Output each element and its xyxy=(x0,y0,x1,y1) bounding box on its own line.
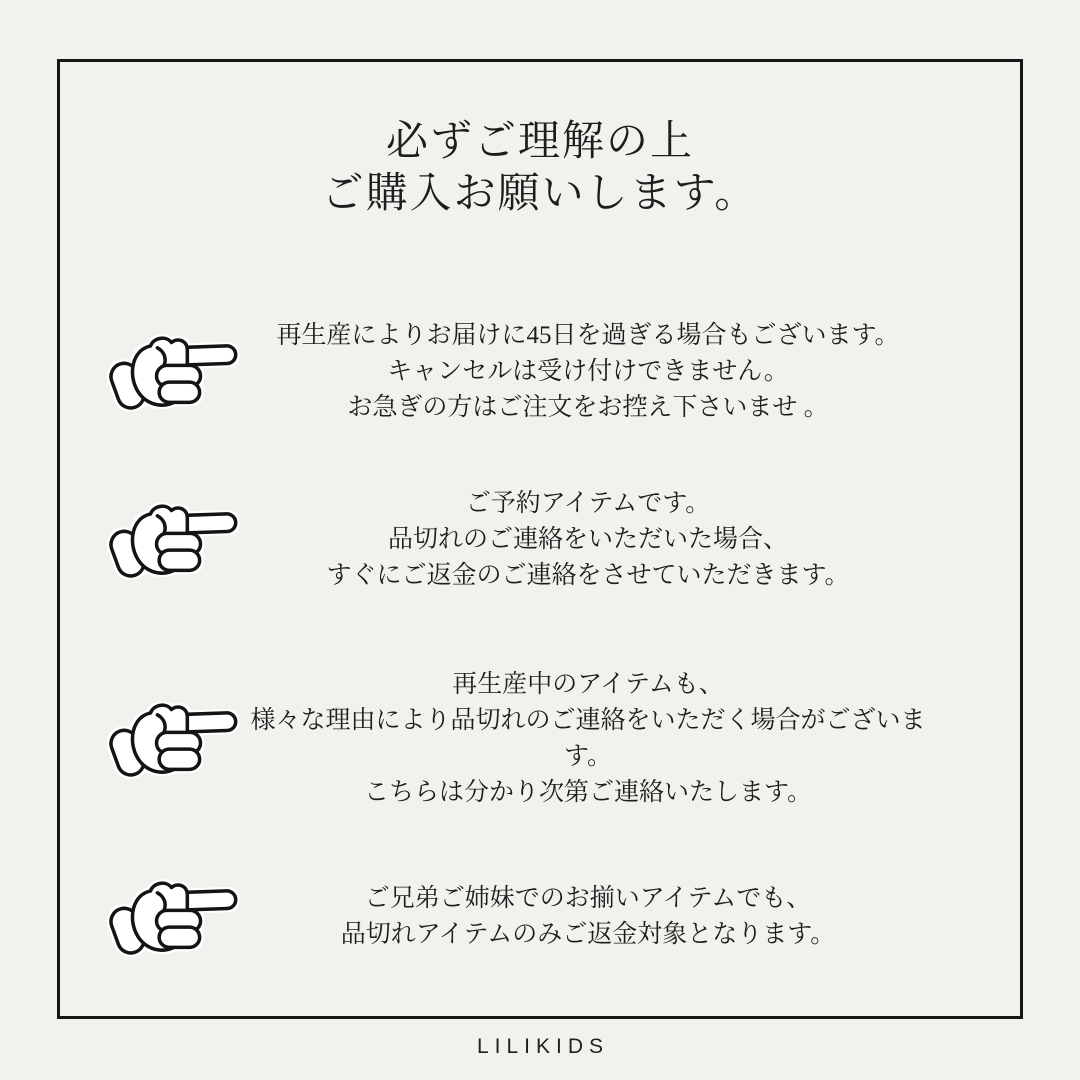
pointing-hand-icon xyxy=(109,691,241,787)
brand-logo: LILIKIDS xyxy=(476,1035,610,1058)
notice-section-2 xyxy=(57,486,1023,594)
notice-line: 様々な理由により品切れのご連絡をいただく場合がございます。 xyxy=(250,707,926,770)
notice-line: すぐにご返金のご連絡をさせていただきます。 xyxy=(326,562,850,589)
notice-section-3 xyxy=(57,671,1023,806)
notice-line: キャンセルは受け付けできません。 xyxy=(387,358,789,385)
notice-section-1 xyxy=(57,318,1023,426)
notice-line: 再生産によりお届けに45日を過ぎる場合もございます。 xyxy=(276,322,900,349)
notice-line: こちらは分かり次第ご連絡いたします。 xyxy=(363,779,812,806)
notice-text-4 xyxy=(241,881,1023,953)
notice-line: ご予約アイテムです。 xyxy=(465,490,711,517)
notice-line: 品切れのご連絡をいただいた場合、 xyxy=(387,526,788,553)
notice-text-3 xyxy=(241,667,1023,811)
pointing-hand-icon xyxy=(109,869,241,965)
notice-section-4 xyxy=(57,881,1023,953)
notice-line: お急ぎの方はご注文をお控え下さいませ 。 xyxy=(347,394,829,421)
notice-line: 品切れアイテムのみご返金対象となります。 xyxy=(340,921,836,948)
notice-line: 再生産中のアイテムも、 xyxy=(452,671,724,698)
page-title-line-1: 必ずご理解の上 xyxy=(385,119,694,165)
page-title xyxy=(57,116,1023,220)
notice-text-2 xyxy=(241,486,1023,594)
page-title-line-2: ご購入お願いします。 xyxy=(321,171,759,217)
pointing-hand-icon xyxy=(109,324,241,420)
notice-text-1 xyxy=(241,318,1023,426)
pointing-hand-icon xyxy=(109,492,241,588)
notice-line: ご兄弟ご姉妹でのお揃いアイテムでも、 xyxy=(364,885,812,912)
